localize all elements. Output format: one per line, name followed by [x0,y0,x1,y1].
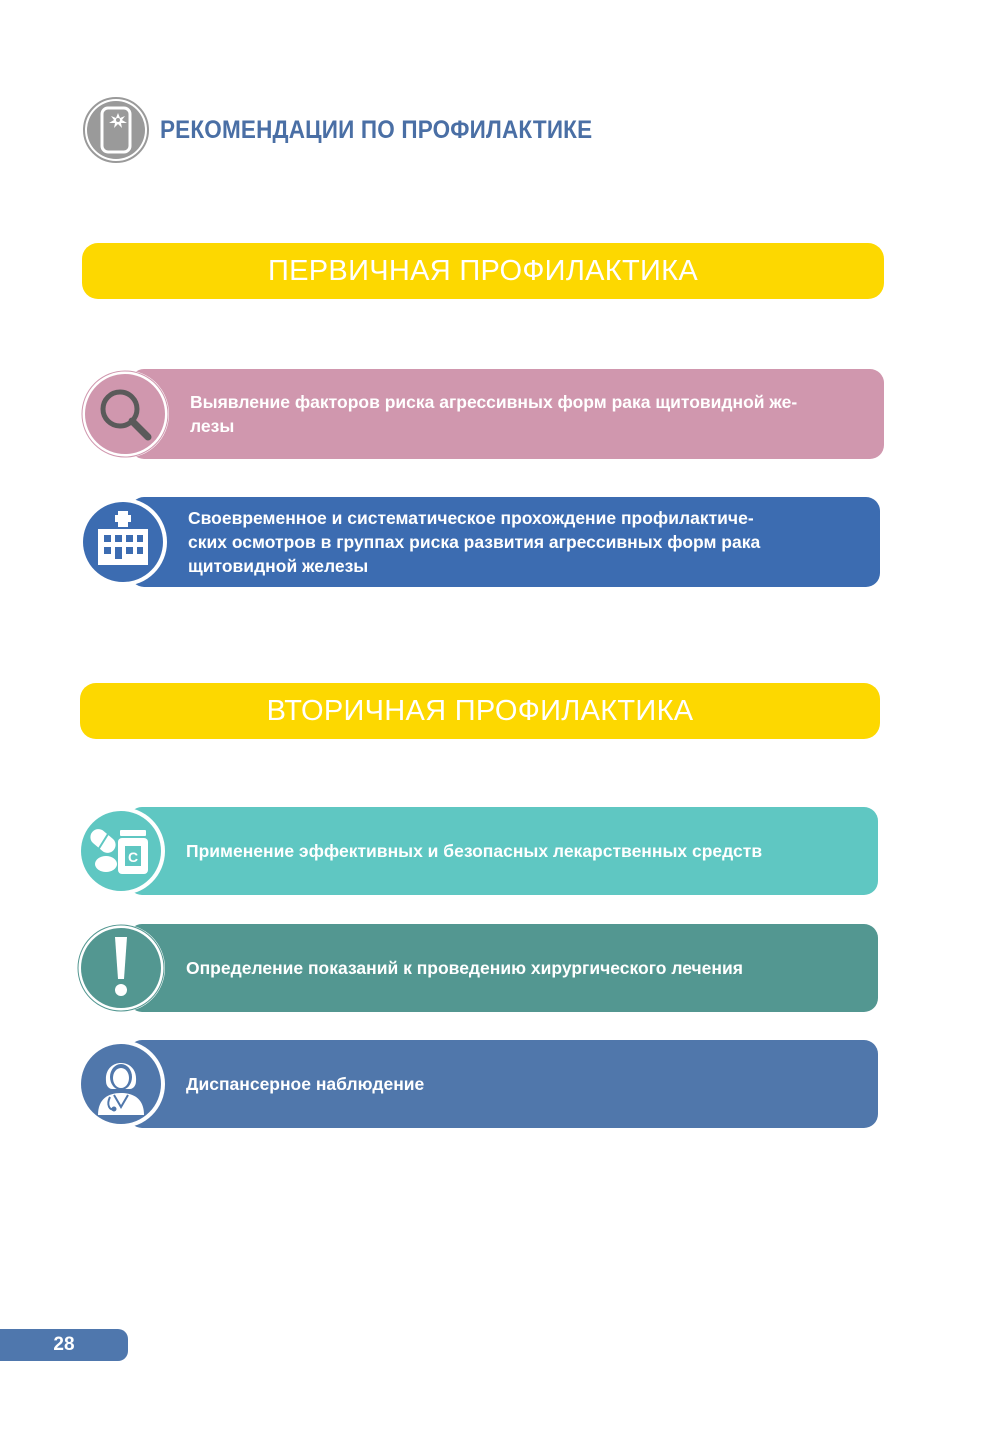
pills-icon [76,806,166,896]
card-medications [128,807,878,895]
card-text: Определение показаний к проведению хирургического лечения [186,958,743,978]
doctor-icon [76,1039,166,1129]
card-text: Применение эффективных и безопасных лекарственных средств [186,841,763,861]
card-screening [130,497,880,587]
card-surgery [128,924,878,1012]
secondary-prevention-banner: ВТОРИЧНАЯ ПРОФИЛАКТИКА [80,683,880,739]
card-text: Своевременное и систематическое прохождение профилактиче- ских осмотров в группах риска развития агрессивных форм рака щитовидной железы [188,508,761,576]
alarm-device-icon [82,96,150,164]
primary-prevention-banner: ПЕРВИЧНАЯ ПРОФИЛАКТИКА [82,243,884,299]
page-header [82,96,640,164]
svg-text:C: C [127,849,139,865]
exclamation-icon [76,923,166,1013]
magnifier-icon [80,369,170,459]
hospital-icon [78,497,168,587]
card-text: Выявление факторов риска агрессивных форм рака щитовидной же- лезы [190,392,798,436]
page-number: 28 [0,1329,128,1361]
page-title: РЕКОМЕНДАЦИИ ПО ПРОФИЛАКТИКЕ [160,115,593,144]
card-followup [128,1040,878,1128]
card-risk-factors [130,369,884,459]
card-text: Диспансерное наблюдение [186,1074,425,1094]
